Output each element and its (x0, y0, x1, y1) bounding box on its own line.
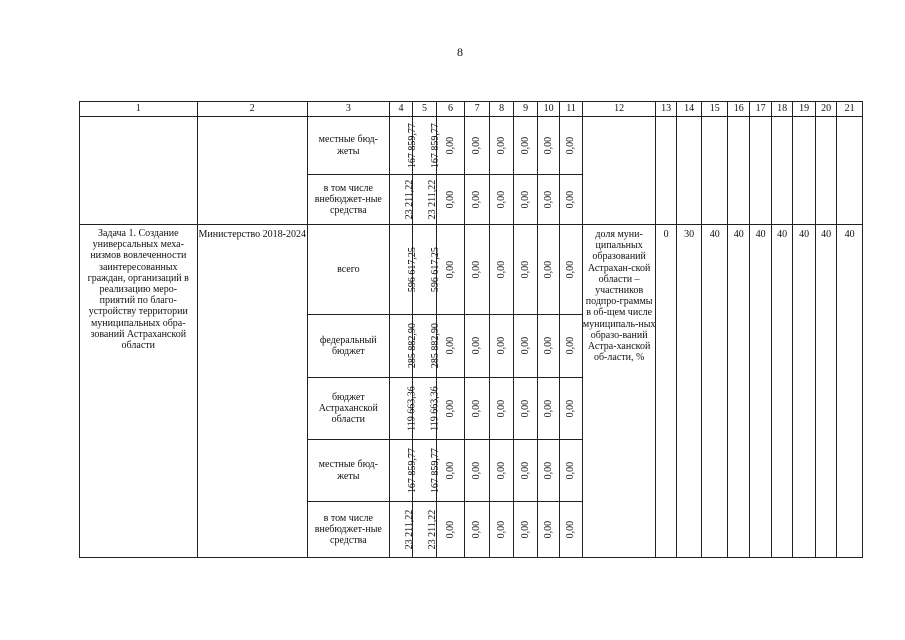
column-header: 1 (80, 102, 198, 117)
value-cell: 0,00 (560, 378, 582, 440)
empty-cell (676, 117, 702, 225)
value-cell: 0,00 (514, 502, 538, 558)
value-cell: 0,00 (537, 502, 559, 558)
value-cell: 0,00 (465, 502, 490, 558)
value-cell: 167 859,77 (413, 440, 437, 502)
value-cell: 285 882,90 (413, 315, 437, 378)
value-cell: 0,00 (560, 117, 582, 175)
empty-cell (80, 117, 198, 225)
value-cell: 0,00 (537, 117, 559, 175)
value-cell: 0,00 (537, 315, 559, 378)
funding-source-label: бюджет Астраханской области (307, 378, 389, 440)
funding-source-label: всего (307, 225, 389, 315)
column-header: 10 (537, 102, 559, 117)
empty-cell (771, 117, 792, 225)
value-cell: 0,00 (537, 440, 559, 502)
value-cell: 0,00 (465, 440, 490, 502)
value-cell: 0,00 (514, 378, 538, 440)
value-cell: 0,00 (514, 225, 538, 315)
target-value: 40 (793, 225, 815, 558)
value-cell: 0,00 (489, 502, 514, 558)
task-name: Задача 1. Создание универсальных меха-низмов вовлеченности заинтересованных граждан, организаций в реализацию меро-приятий по благо-устройству территории муниципальных обра-зований Астраханской области (80, 225, 198, 558)
empty-cell (197, 117, 307, 225)
value-cell: 0,00 (514, 117, 538, 175)
value-cell: 0,00 (489, 117, 514, 175)
column-header: 20 (815, 102, 836, 117)
target-value: 40 (750, 225, 771, 558)
value-cell: 0,00 (489, 315, 514, 378)
value-cell: 0,00 (436, 175, 465, 225)
target-value: 40 (815, 225, 836, 558)
column-header: 11 (560, 102, 582, 117)
column-header: 7 (465, 102, 490, 117)
value-cell: 119 663,36 (389, 378, 413, 440)
page-number: 8 (457, 45, 463, 59)
funding-source-label: местные бюд-жеты (307, 117, 389, 175)
column-header: 9 (514, 102, 538, 117)
value-cell: 0,00 (436, 440, 465, 502)
target-value: 0 (656, 225, 676, 558)
table-row (80, 117, 863, 175)
target-value: 40 (771, 225, 792, 558)
program-table (79, 101, 863, 558)
column-header: 13 (656, 102, 676, 117)
value-cell: 0,00 (436, 502, 465, 558)
value-cell: 0,00 (465, 175, 490, 225)
value-cell: 0,00 (560, 175, 582, 225)
value-cell: 0,00 (537, 378, 559, 440)
column-header: 8 (489, 102, 514, 117)
column-header: 21 (837, 102, 863, 117)
indicator-name: доля муни-ципальных образований Астрахан-ской области – участников подпро-граммы в об-щем числе муниципаль-ных образо-ваний Астра-ханской об-ласти, % (582, 225, 656, 558)
table-row (80, 225, 863, 315)
value-cell: 0,00 (560, 225, 582, 315)
value-cell: 0,00 (465, 315, 490, 378)
column-header: 19 (793, 102, 815, 117)
value-cell: 0,00 (560, 440, 582, 502)
value-cell: 23 211,22 (413, 175, 437, 225)
value-cell: 596 617,25 (389, 225, 413, 315)
value-cell: 0,00 (436, 117, 465, 175)
value-cell: 0,00 (514, 315, 538, 378)
value-cell: 0,00 (560, 315, 582, 378)
column-header: 5 (413, 102, 437, 117)
value-cell: 0,00 (560, 502, 582, 558)
value-cell: 0,00 (465, 117, 490, 175)
column-header: 14 (676, 102, 702, 117)
value-cell: 23 211,22 (413, 502, 437, 558)
empty-cell (582, 117, 656, 225)
column-header: 4 (389, 102, 413, 117)
funding-source-label: в том числе внебюджет-ные средства (307, 502, 389, 558)
value-cell: 0,00 (514, 440, 538, 502)
funding-source-label: федеральный бюджет (307, 315, 389, 378)
value-cell: 0,00 (537, 175, 559, 225)
value-cell: 0,00 (514, 175, 538, 225)
column-header: 17 (750, 102, 771, 117)
task-executor: Министерство 2018-2024 (197, 225, 307, 558)
value-cell: 0,00 (465, 225, 490, 315)
value-cell: 596 617,25 (413, 225, 437, 315)
value-cell: 167 859,77 (389, 117, 413, 175)
empty-cell (702, 117, 728, 225)
target-value: 30 (676, 225, 702, 558)
empty-cell (793, 117, 815, 225)
value-cell: 0,00 (489, 225, 514, 315)
target-value: 40 (702, 225, 728, 558)
target-value: 40 (837, 225, 863, 558)
empty-cell (815, 117, 836, 225)
value-cell: 0,00 (465, 378, 490, 440)
value-cell: 23 211,22 (389, 502, 413, 558)
column-header: 16 (727, 102, 749, 117)
funding-source-label: в том числе внебюджет-ные средства (307, 175, 389, 225)
value-cell: 167 859,77 (413, 117, 437, 175)
value-cell: 0,00 (489, 378, 514, 440)
value-cell: 0,00 (436, 315, 465, 378)
value-cell: 167 859,77 (389, 440, 413, 502)
value-cell: 0,00 (489, 440, 514, 502)
value-cell: 0,00 (537, 225, 559, 315)
funding-source-label: местные бюд-жеты (307, 440, 389, 502)
column-header: 18 (771, 102, 792, 117)
value-cell: 0,00 (436, 378, 465, 440)
value-cell: 0,00 (436, 225, 465, 315)
header-row (80, 102, 863, 117)
empty-cell (837, 117, 863, 225)
column-header: 6 (436, 102, 465, 117)
column-header: 12 (582, 102, 656, 117)
empty-cell (656, 117, 676, 225)
value-cell: 119 663,36 (413, 378, 437, 440)
column-header: 2 (197, 102, 307, 117)
empty-cell (727, 117, 749, 225)
target-value: 40 (727, 225, 749, 558)
value-cell: 0,00 (489, 175, 514, 225)
column-header: 3 (307, 102, 389, 117)
value-cell: 23 211,22 (389, 175, 413, 225)
value-cell: 285 882,90 (389, 315, 413, 378)
empty-cell (750, 117, 771, 225)
column-header: 15 (702, 102, 728, 117)
